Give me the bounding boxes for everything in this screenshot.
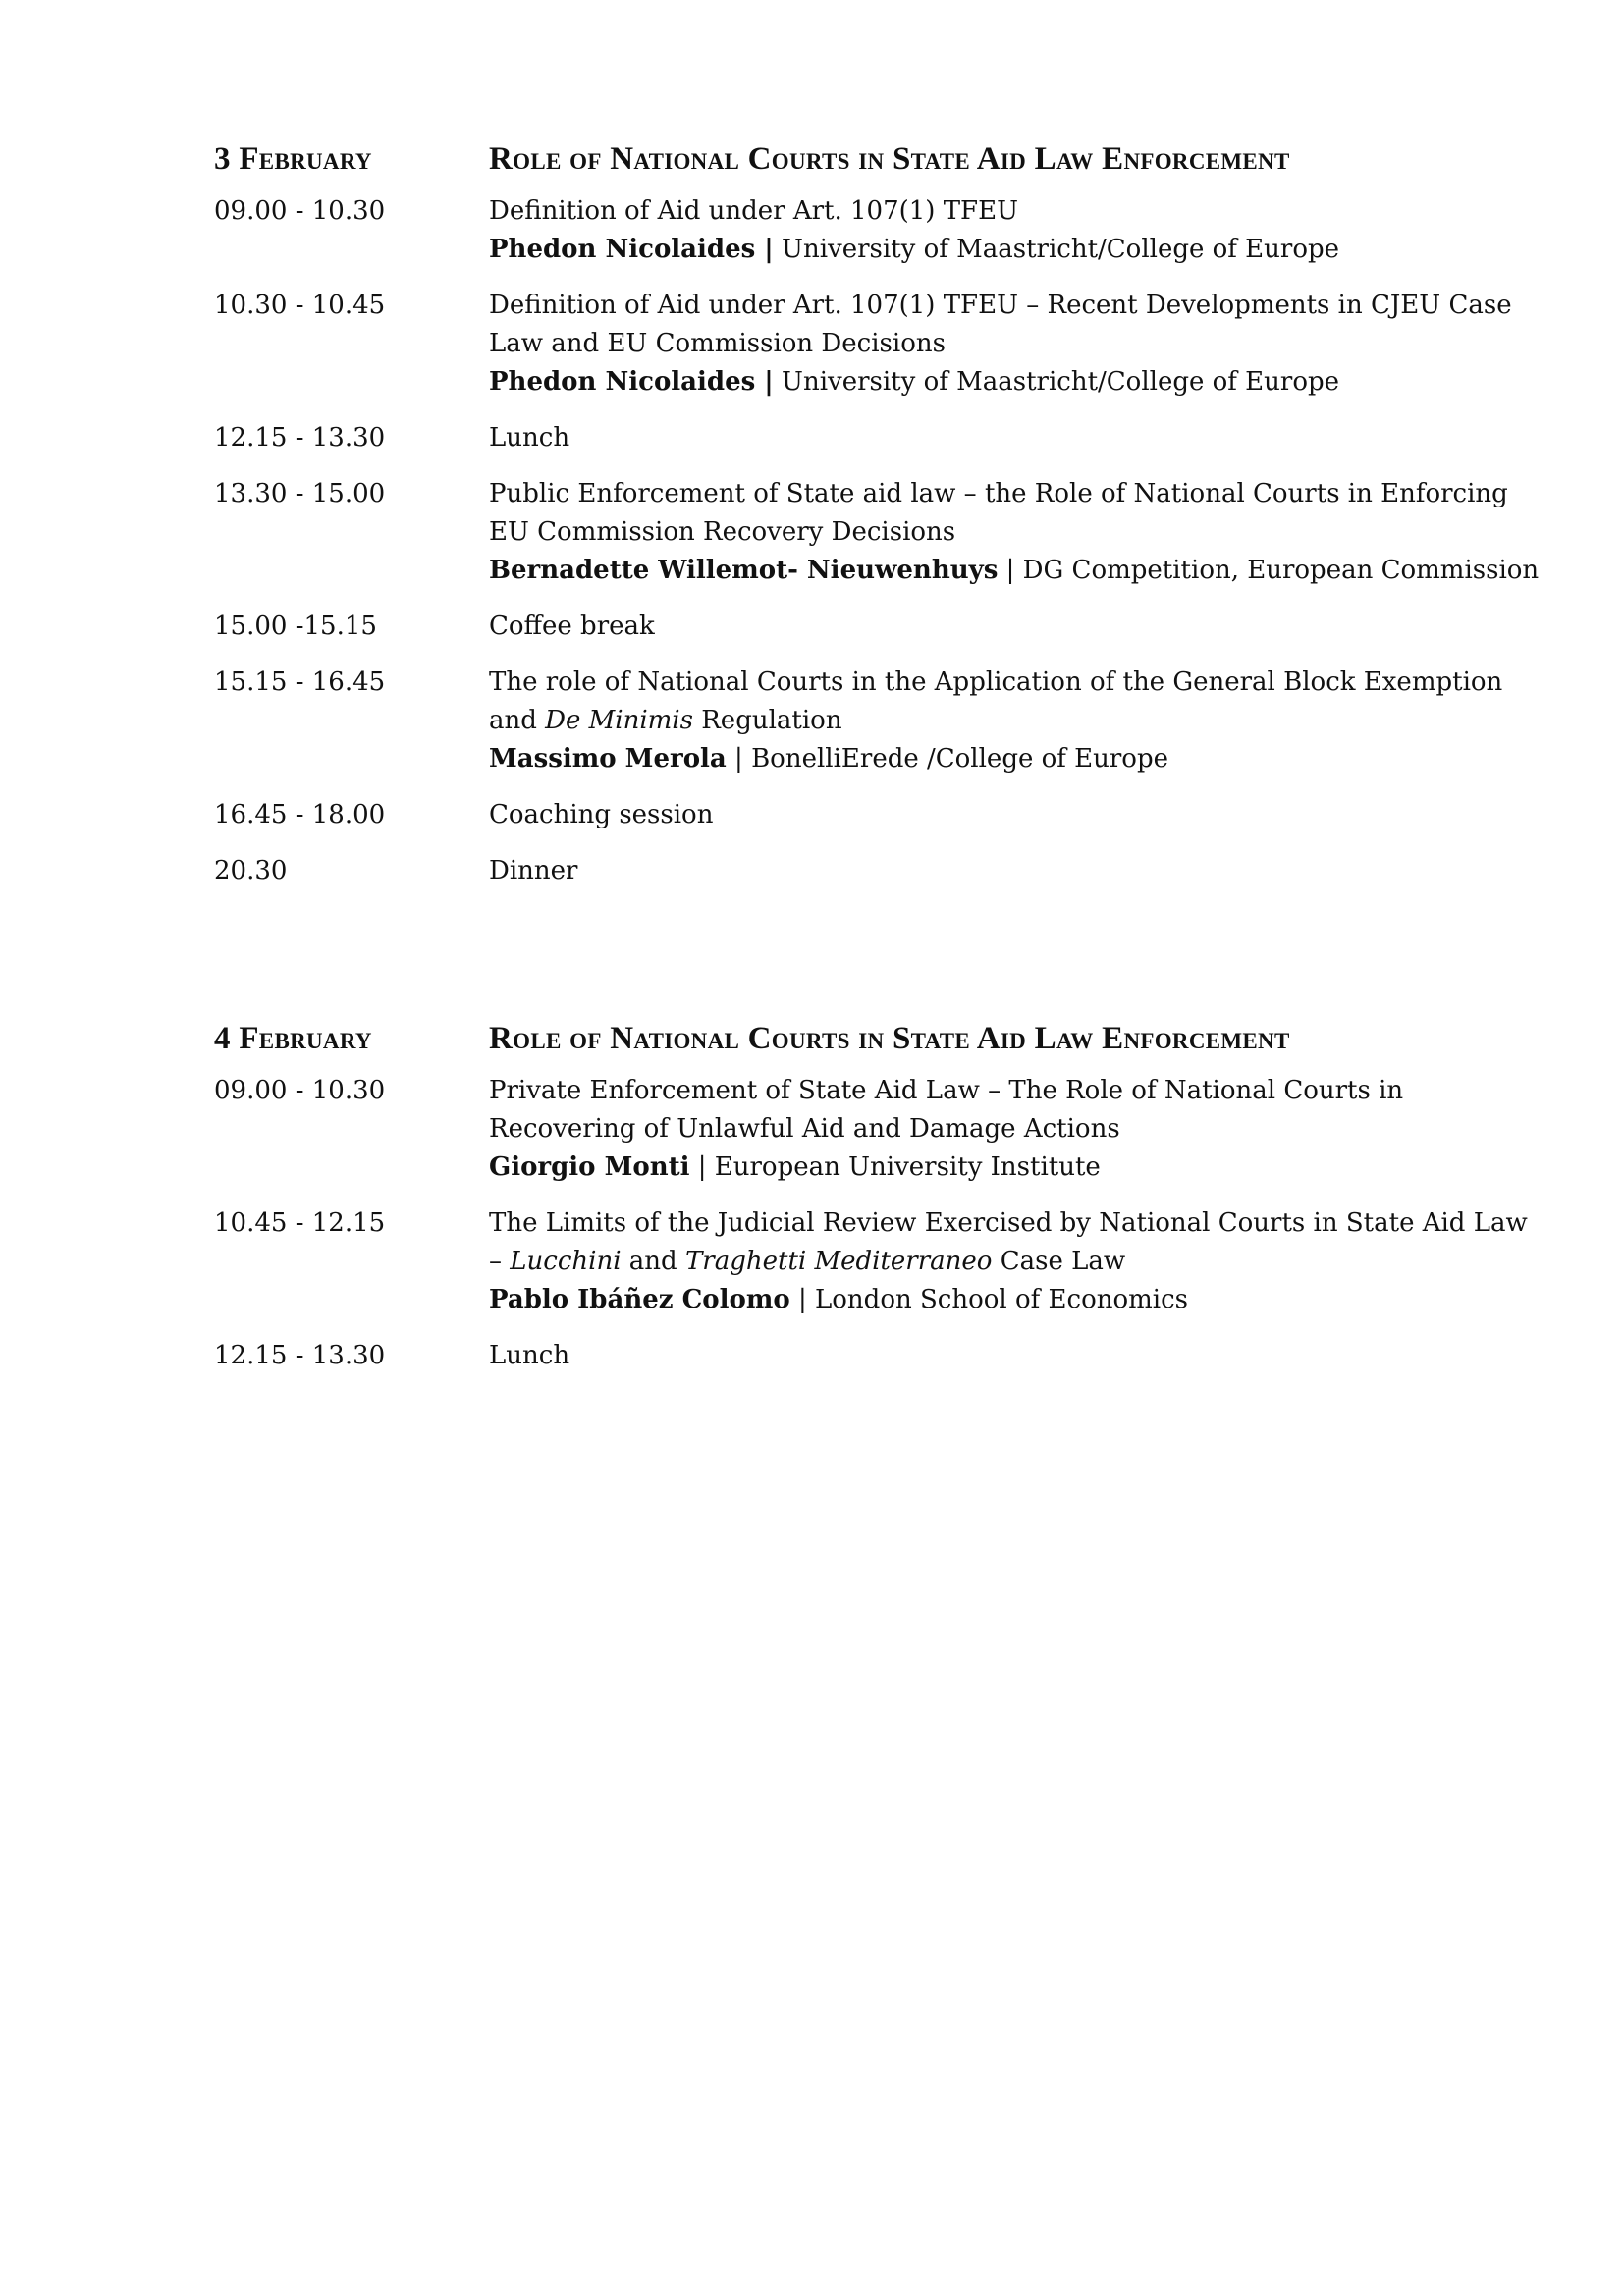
session-content — [489, 1204, 1528, 1319]
session-time: 15.00 -15.15 — [214, 612, 377, 641]
session-title — [489, 702, 1510, 740]
session-0900 — [214, 1072, 1510, 1187]
session-content — [489, 1072, 1510, 1187]
day-title: Role of National Courts in State Aid Law Enforcement — [489, 141, 1290, 177]
session-time: 10.45 - 12.15 — [214, 1208, 386, 1238]
session-1030 — [214, 287, 1510, 401]
session-title: The role of National Courts in the Application of the General Block Exemption — [489, 667, 1503, 697]
session-title: Law and EU Commission Decisions — [489, 329, 946, 358]
day-header — [214, 141, 1510, 192]
speaker-affiliation: | DG Competition, European Commission — [998, 556, 1540, 585]
session-content — [489, 1337, 1510, 1375]
session-1330 — [214, 475, 1540, 590]
session-title: The Limits of the Judicial Review Exercised by National Courts in State Aid Law — [489, 1208, 1528, 1238]
speaker-affiliation: | European University Institute — [689, 1152, 1101, 1182]
session-title: Public Enforcement of State aid law – the Role of National Courts in Enforcing — [489, 479, 1508, 508]
session-1500 — [214, 608, 1510, 646]
session-title: Definition of Aid under Art. 107(1) TFEU – Recent Developments in CJEU Case — [489, 291, 1512, 320]
day-3-february — [214, 141, 1540, 908]
title-text: and — [489, 706, 546, 735]
session-1045 — [214, 1204, 1528, 1319]
session-speaker-line — [489, 1148, 1510, 1187]
session-title: Recovering of Unlawful Aid and Damage Actions — [489, 1114, 1120, 1144]
session-title — [489, 1243, 1510, 1281]
day-title: Role of National Courts in State Aid Law Enforcement — [489, 1021, 1290, 1056]
session-content — [489, 796, 1510, 834]
session-title: Coaching session — [489, 800, 714, 829]
title-italic: De Minimis — [545, 706, 693, 735]
session-title: Dinner — [489, 856, 578, 885]
session-time: 09.00 - 10.30 — [214, 1076, 386, 1105]
session-1215 — [214, 419, 1510, 457]
session-speaker-line — [489, 740, 1510, 778]
session-speaker-line — [489, 231, 1510, 269]
session-content — [489, 287, 1510, 401]
speaker-name: Pablo Ibáñez Colomo — [489, 1285, 790, 1314]
session-title: Definition of Aid under Art. 107(1) TFEU — [489, 196, 1018, 226]
session-title: Private Enforcement of State Aid Law – The Role of National Courts in — [489, 1076, 1404, 1105]
speaker-name: Phedon Nicolaides | — [489, 367, 774, 397]
session-1645 — [214, 796, 1510, 834]
day-4-february — [214, 1021, 1528, 1393]
session-content — [489, 608, 1510, 646]
session-0900 — [214, 192, 1510, 269]
session-time: 10.30 - 10.45 — [214, 291, 386, 320]
session-time: 16.45 - 18.00 — [214, 800, 386, 829]
speaker-name: Giorgio Monti — [489, 1152, 690, 1182]
speaker-affiliation: University of Maastricht/College of Europe — [773, 235, 1340, 264]
session-1215 — [214, 1337, 1510, 1375]
session-1515 — [214, 664, 1510, 778]
session-title: Coffee break — [489, 612, 655, 641]
session-content — [489, 419, 1510, 457]
title-italic: Lucchini — [510, 1247, 622, 1276]
session-content — [489, 475, 1540, 590]
speaker-name: Massimo Merola — [489, 744, 727, 774]
session-title: Lunch — [489, 1341, 570, 1370]
session-time: 09.00 - 10.30 — [214, 196, 386, 226]
session-time: 12.15 - 13.30 — [214, 423, 386, 453]
title-text: and — [621, 1247, 685, 1276]
session-content — [489, 664, 1510, 778]
title-text: Regulation — [692, 706, 842, 735]
session-speaker-line — [489, 1281, 1510, 1319]
session-time: 15.15 - 16.45 — [214, 667, 386, 697]
session-title: EU Commission Recovery Decisions — [489, 517, 956, 547]
session-time: 20.30 — [214, 856, 288, 885]
title-text: Case Law — [992, 1247, 1126, 1276]
title-text: – — [489, 1247, 511, 1276]
day-date: 4 February — [214, 1021, 372, 1056]
session-time: 12.15 - 13.30 — [214, 1341, 386, 1370]
speaker-name: Phedon Nicolaides | — [489, 235, 774, 264]
session-content — [489, 192, 1510, 269]
speaker-affiliation: | BonelliErede /College of Europe — [726, 744, 1168, 774]
day-header — [214, 1021, 1510, 1072]
speaker-affiliation: University of Maastricht/College of Europe — [773, 367, 1340, 397]
session-time: 13.30 - 15.00 — [214, 479, 386, 508]
session-speaker-line — [489, 363, 1510, 401]
speaker-name: Bernadette Willemot- Nieuwenhuys — [489, 556, 999, 585]
session-title: Lunch — [489, 423, 570, 453]
session-content — [489, 852, 1510, 890]
title-italic: Traghetti Mediterraneo — [684, 1247, 993, 1276]
day-date: 3 February — [214, 141, 372, 177]
speaker-affiliation: | London School of Economics — [789, 1285, 1188, 1314]
session-speaker-line — [489, 552, 1540, 590]
session-2030 — [214, 852, 1510, 890]
